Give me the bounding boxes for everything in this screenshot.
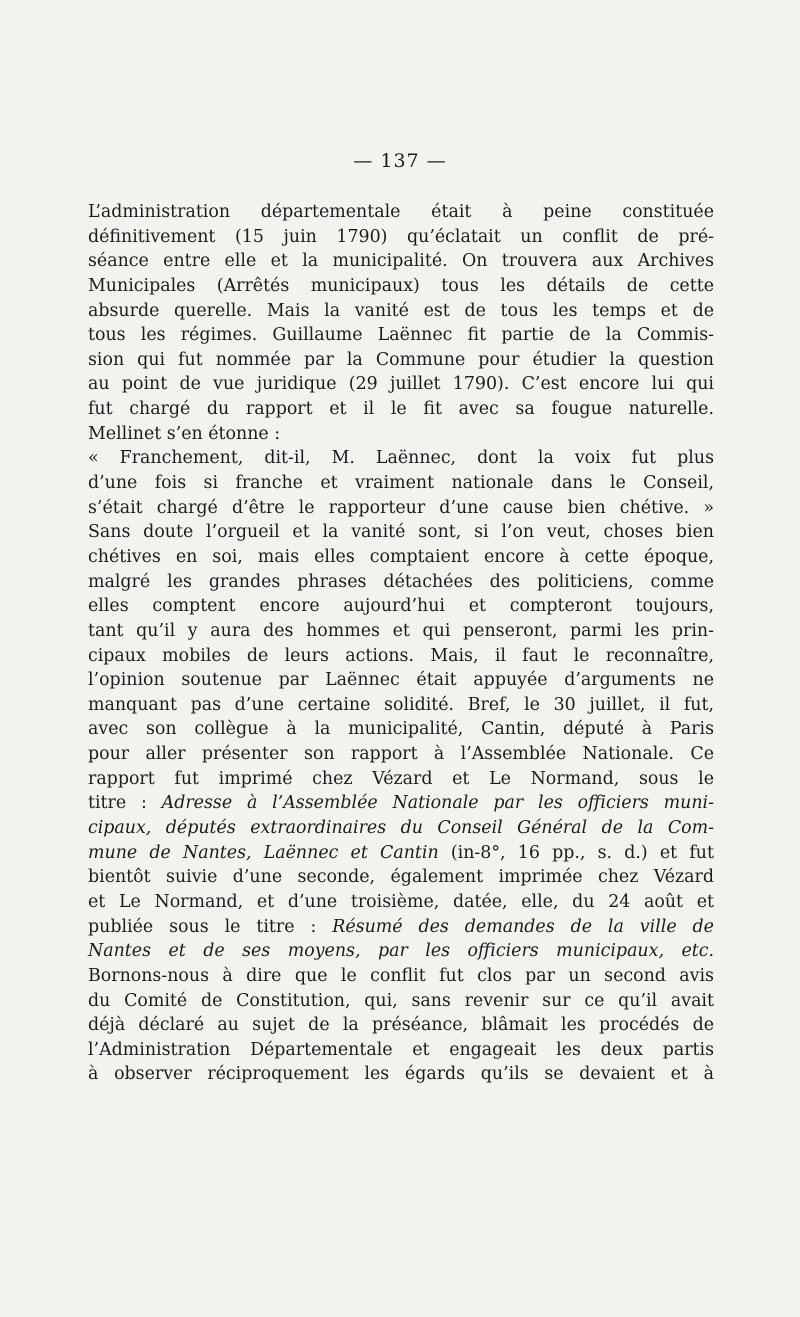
text-line: définitivement (15 juin 1790) qu’éclatait un conflit de pré-: [88, 226, 714, 247]
text-run: titre :: [88, 793, 162, 814]
text-line: l’opinion soutenue par Laënnec était appuyée d’arguments ne: [88, 670, 714, 691]
text-line: au point de vue juridique (29 juillet 1790). C’est encore lui qui: [88, 374, 714, 395]
page-number: — 137 —: [353, 150, 447, 172]
text-line: tous les régimes. Guillaume Laënnec fit partie de la Commis-: [88, 325, 714, 346]
text-line: sion qui fut nommée par la Commune pour étudier la question: [88, 349, 714, 370]
title-italic: Résumé des demandes de la ville de: [332, 916, 714, 937]
text-run: (in-8°, 16 pp., s. d.) et fut: [438, 842, 714, 863]
text-line: d’une fois si franche et vraiment nationale dans le Conseil,: [88, 473, 714, 494]
text-line: s’était chargé d’être le rapporteur d’une cause bien chétive. »: [88, 497, 714, 518]
text-line: cipaux, députés extraordinaires du Conseil Général de la Com-: [88, 818, 714, 839]
text-run: publiée sous le titre :: [88, 916, 333, 937]
text-line: avec son collègue à la municipalité, Cantin, député à Paris: [88, 719, 714, 740]
body-text: [88, 200, 714, 1087]
title-italic: mune de Nantes, Laënnec et Cantin: [88, 842, 439, 863]
text-line: [88, 791, 714, 816]
text-line: rapport fut imprimé chez Vézard et Le Normand, sous le: [88, 768, 714, 789]
text-line: Nantes et de ses moyens, par les officiers municipaux, etc.: [88, 941, 714, 962]
text-line: cipaux mobiles de leurs actions. Mais, il faut le reconnaître,: [88, 645, 714, 666]
text-line: à observer réciproquement les égards qu’ils se devaient et à: [88, 1064, 714, 1085]
text-line: malgré les grandes phrases détachées des politiciens, comme: [88, 571, 714, 592]
text-line: Municipales (Arrêtés municipaux) tous les détails de cette: [88, 275, 714, 296]
text-line: « Franchement, dit-il, M. Laënnec, dont la voix fut plus: [88, 448, 714, 469]
text-line: du Comité de Constitution, qui, sans revenir sur ce qu’il avait: [88, 990, 714, 1011]
text-line: Sans doute l’orgueil et la vanité sont, si l’on veut, choses bien: [88, 522, 714, 543]
text-line: chétives en soi, mais elles comptaient encore à cette époque,: [88, 546, 714, 567]
text-line: déjà déclaré au sujet de la préséance, blâmait les procédés de: [88, 1015, 714, 1036]
text-line: absurde querelle. Mais la vanité est de tous les temps et de: [88, 300, 714, 321]
text-line: fut chargé du rapport et il le fit avec sa fougue naturelle.: [88, 399, 714, 420]
text-line: bientôt suivie d’une seconde, également imprimée chez Vézard: [88, 867, 714, 888]
text-line: [88, 915, 714, 940]
text-line: et Le Normand, et d’une troisième, datée, elle, du 24 août et: [88, 891, 714, 912]
text-line: pour aller présenter son rapport à l’Assemblée Nationale. Ce: [88, 744, 714, 765]
text-line: l’Administration Départementale et engageait les deux partis: [88, 1039, 714, 1060]
text-line: Mellinet s’en étonne :: [88, 423, 281, 444]
text-line: Bornons-nous à dire que le conflit fut clos par un second avis: [88, 965, 714, 986]
text-line: manquant pas d’une certaine solidité. Bref, le 30 juillet, il fut,: [88, 694, 714, 715]
text-line: elles comptent encore aujourd’hui et compteront toujours,: [88, 596, 714, 617]
title-italic: Adresse à l’Assemblée Nationale par les officiers muni-: [161, 793, 714, 814]
text-line: L’administration départementale était à peine constituée: [88, 202, 714, 222]
text-line: tant qu’il y aura des hommes et qui penseront, parmi les prin-: [88, 620, 714, 641]
text-line: [88, 841, 714, 866]
text-line: séance entre elle et la municipalité. On trouvera aux Archives: [88, 251, 714, 272]
